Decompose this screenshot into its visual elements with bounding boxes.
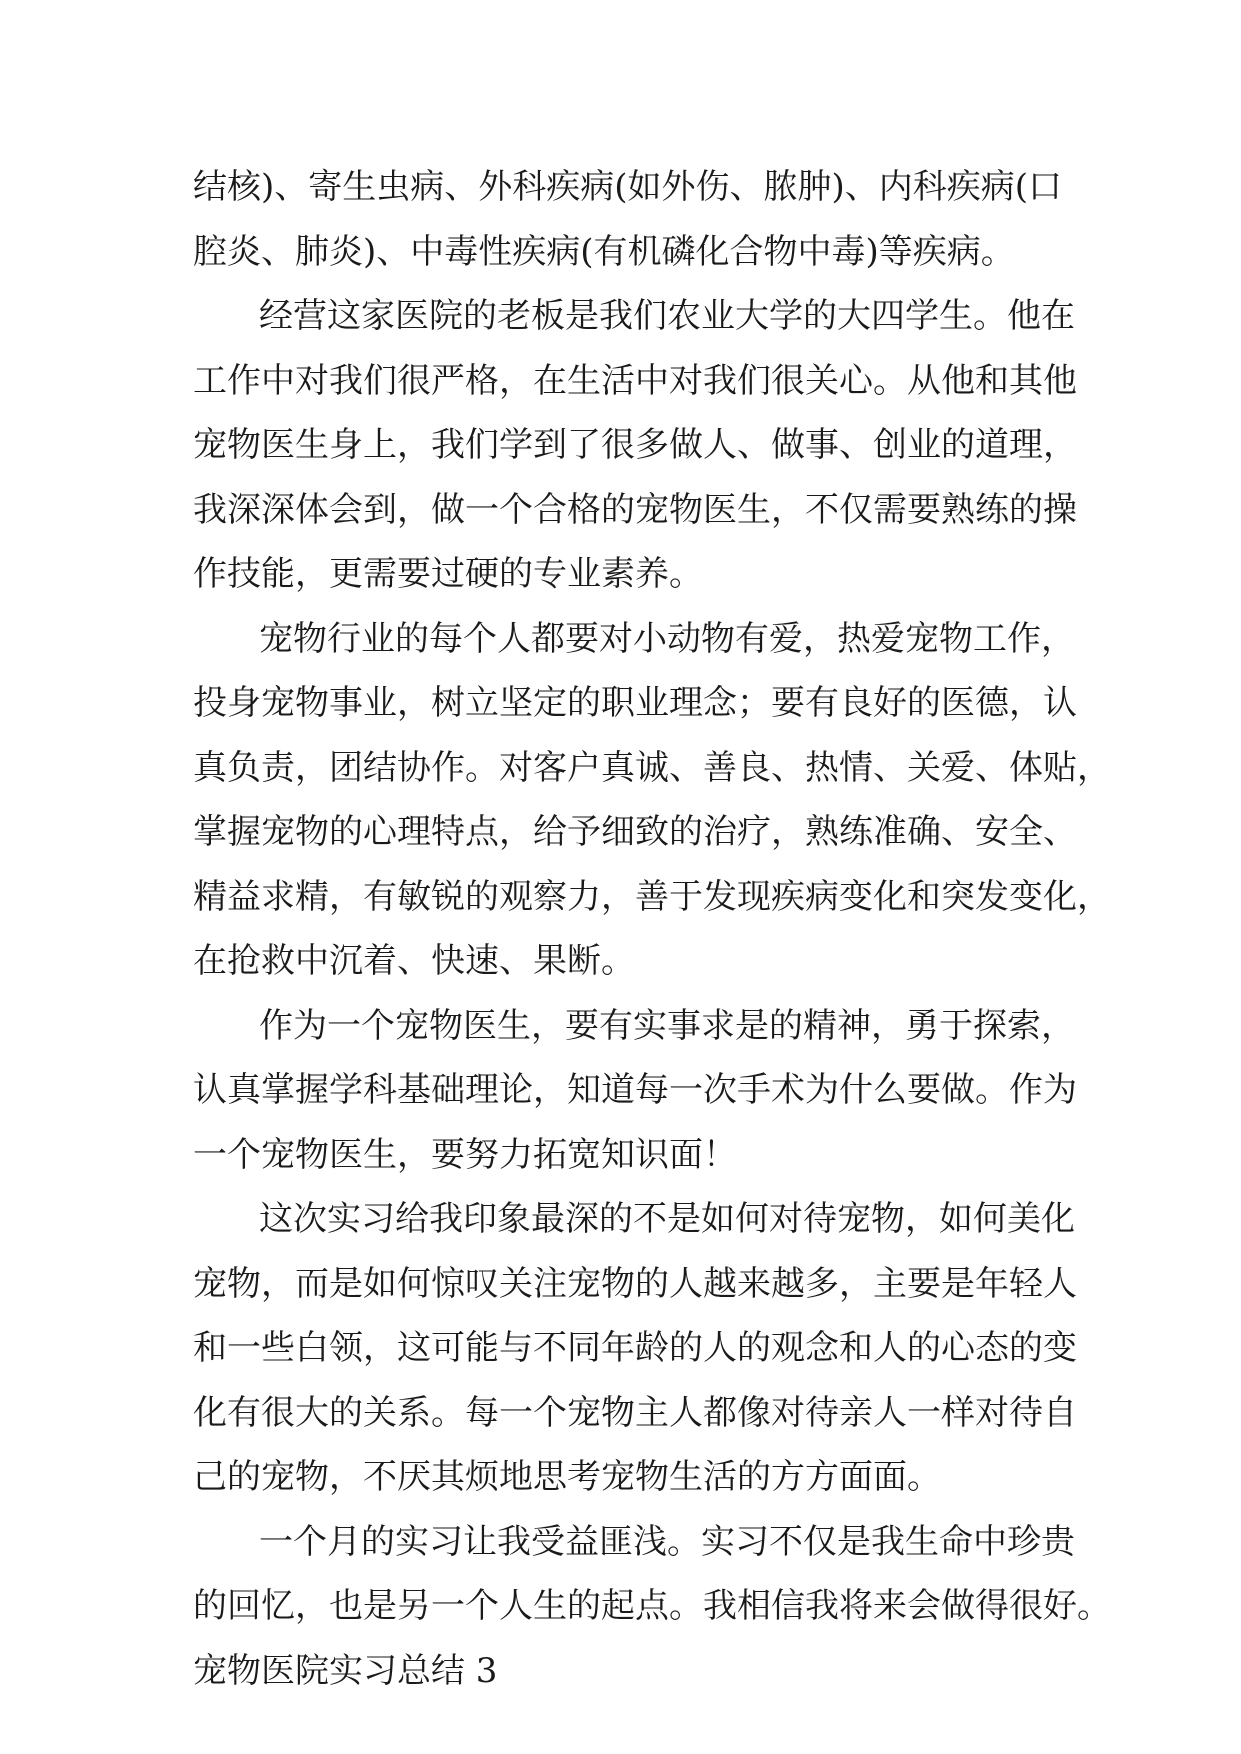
text-line: 结核)、寄生虫病、外科疾病(如外伤、脓肿)、内科疾病(口 [193,167,1063,207]
text-line: 投身宠物事业，树立坚定的职业理念；要有良好的医德，认 [193,683,1077,723]
text-line: 作技能，更需要过硬的专业素养。 [193,554,703,594]
text-line: 掌握宠物的心理特点，给予细致的治疗，熟练准确、安全、 [193,812,1077,852]
text-line: 宠物医生身上，我们学到了很多做人、做事、创业的道理， [193,425,1077,465]
text-line: 一个宠物医生，要努力拓宽知识面！ [193,1134,737,1175]
text-line: 认真掌握学科基础理论，知道每一次手术为什么要做。作为 [193,1070,1077,1110]
paragraph-start-line: 这次实习给我印象最深的不是如何对待宠物，如何美化 [259,1199,1075,1239]
paragraph-start-line: 宠物行业的每个人都要对小动物有爱，热爱宠物工作， [259,618,1075,659]
text-line: 腔炎、肺炎)、中毒性疾病(有机磷化合物中毒)等疾病。 [193,231,1015,272]
paragraph-start-line: 一个月的实习让我受益匪浅。实习不仅是我生命中珍贵 [259,1521,1075,1562]
text-line: 和一些白领，这可能与不同年龄的人的观念和人的心态的变 [193,1328,1077,1368]
paragraph-start-line: 作为一个宠物医生，要有实事求是的精神，勇于探索， [259,1005,1075,1046]
body-text [193,155,1111,1703]
text-line: 我深深体会到，做一个合格的宠物医生，不仅需要熟练的操 [193,489,1077,530]
text-line: 的回忆，也是另一个人生的起点。我相信我将来会做得很好。 [193,1586,1111,1626]
text-line: 真负责，团结协作。对客户真诚、善良、热情、关爱、体贴， [193,747,1111,788]
text-line: 在抢救中沉着、快速、果断。 [193,941,635,981]
text-line: 精益求精，有敏锐的观察力，善于发现疾病变化和突发变化， [193,876,1111,917]
text-line: 工作中对我们很严格，在生活中对我们很关心。从他和其他 [193,360,1077,401]
paragraph-start-line: 经营这家医院的老板是我们农业大学的大四学生。他在 [259,296,1075,336]
section-heading: 宠物医院实习总结 3 [193,1650,498,1691]
text-line: 己的宠物，不厌其烦地思考宠物生活的方方面面。 [193,1457,941,1497]
text-line: 宠物，而是如何惊叹关注宠物的人越来越多，主要是年轻人 [193,1263,1077,1304]
text-line: 化有很大的关系。每一个宠物主人都像对待亲人一样对待自 [193,1392,1077,1433]
